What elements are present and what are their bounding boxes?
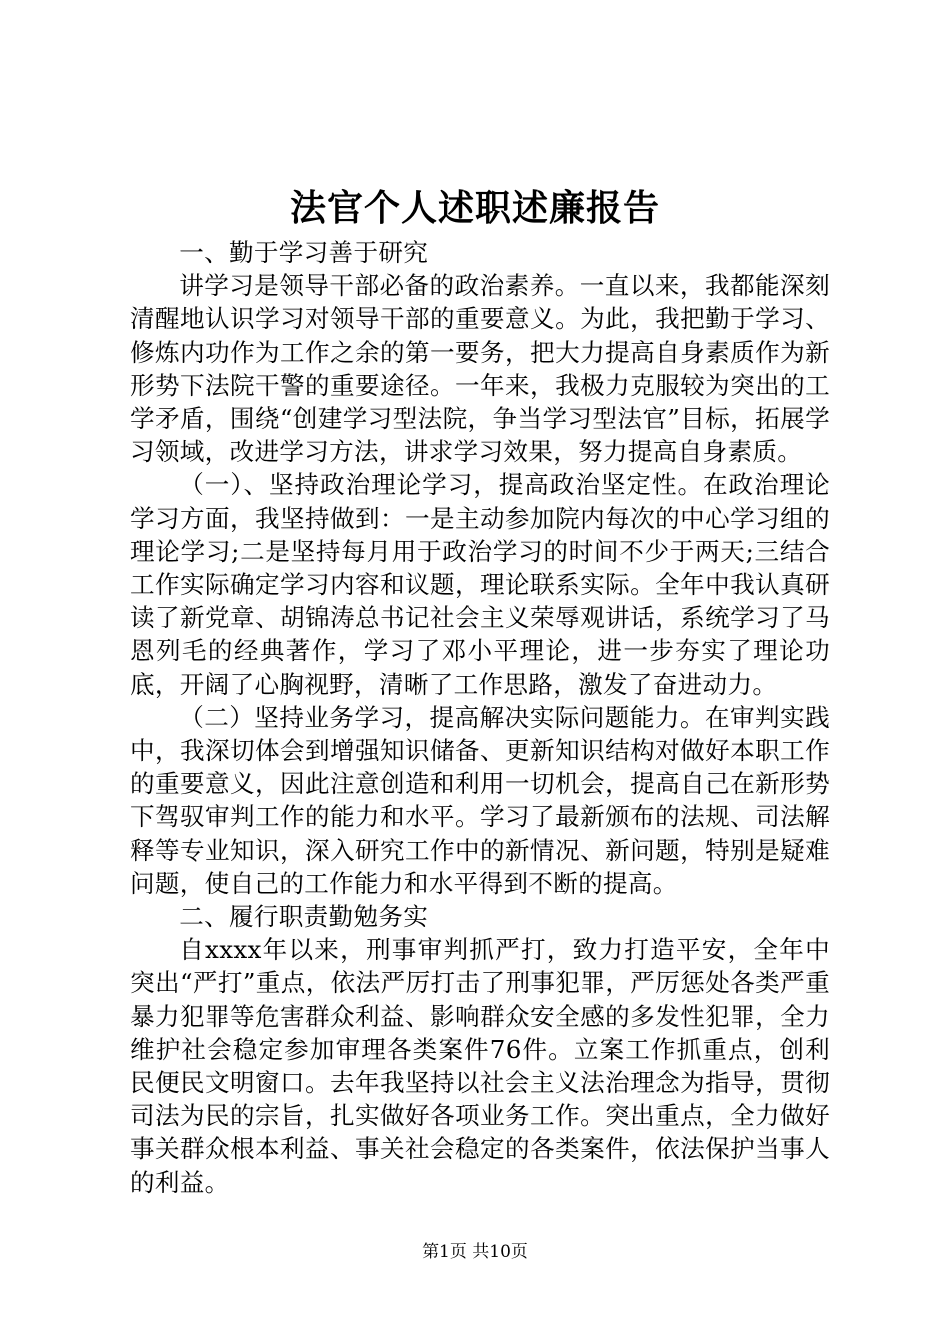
section-heading-2: 二、履行职责勤勉务实 — [179, 902, 429, 932]
paragraph-political-theory: （一）、坚持政治理论学习，提高政治坚定性。在政治理论学习方面，我坚持做到：一是主动参加院内每次的中心学习组的理论学习;二是坚持每月用于政治学习的时间不少于两天;三结合工作实际确定学习内容和议题，理论联系实际。全年中我认真研读了新党章、胡锦涛总书记社会主义荣辱观讲话，系统学习了马恩列毛的经典著作，学习了邓小平理论，进一步夯实了理论功底，开阔了心胸视野，清晰了工作思路，激发了奋进动力。 — [130, 470, 830, 699]
paragraph-duties: 自xxxx年以来，刑事审判抓严打，致力打造平安，全年中突出“严打”重点，依法严厉打击了刑事犯罪，严厉惩处各类严重暴力犯罪等危害群众利益、影响群众安全感的多发性犯罪，全力维护社会稳定参加审理各类案件76件。立案工作抓重点，创利民便民文明窗口。去年我坚持以社会主义法治理念为指导，贯彻司法为民的宗旨，扎实做好各项业务工作。突出重点，全力做好事关群众根本利益、事关社会稳定的各类案件，依法保护当事人的利益。 — [130, 935, 830, 1197]
section-heading-1: 一、勤于学习善于研究 — [179, 238, 429, 267]
document-title: 法官个人述职述廉报告 — [289, 187, 660, 229]
document-body — [130, 236, 830, 1199]
paragraph-professional-study: （二）坚持业务学习，提高解决实际问题能力。在审判实践中，我深切体会到增强知识储备、更新知识结构对做好本职工作的重要意义，因此注意创造和利用一切机会，提高自己在新形势下驾驭审判工作的能力和水平。学习了最新颁布的法规、司法解释等专业知识，深入研究工作中的新情况、新问题，特别是疑难问题，使自己的工作能力和水平得到不断的提高。 — [130, 702, 830, 898]
paragraph-study-intro: 讲学习是领导干部必备的政治素养。一直以来，我都能深刻清醒地认识学习对领导干部的重要意义。为此，我把勤于学习、修炼内功作为工作之余的第一要务，把大力提高自身素质作为新形势下法院干警的重要途径。一年来，我极力克服较为突出的工学矛盾，围绕“创建学习型法院，争当学习型法官”目标，拓展学习领域，改进学习方法，讲求学习效果，努力提高自身素质。 — [130, 271, 830, 467]
page-footer: 第1页 共10页 — [422, 1242, 528, 1262]
